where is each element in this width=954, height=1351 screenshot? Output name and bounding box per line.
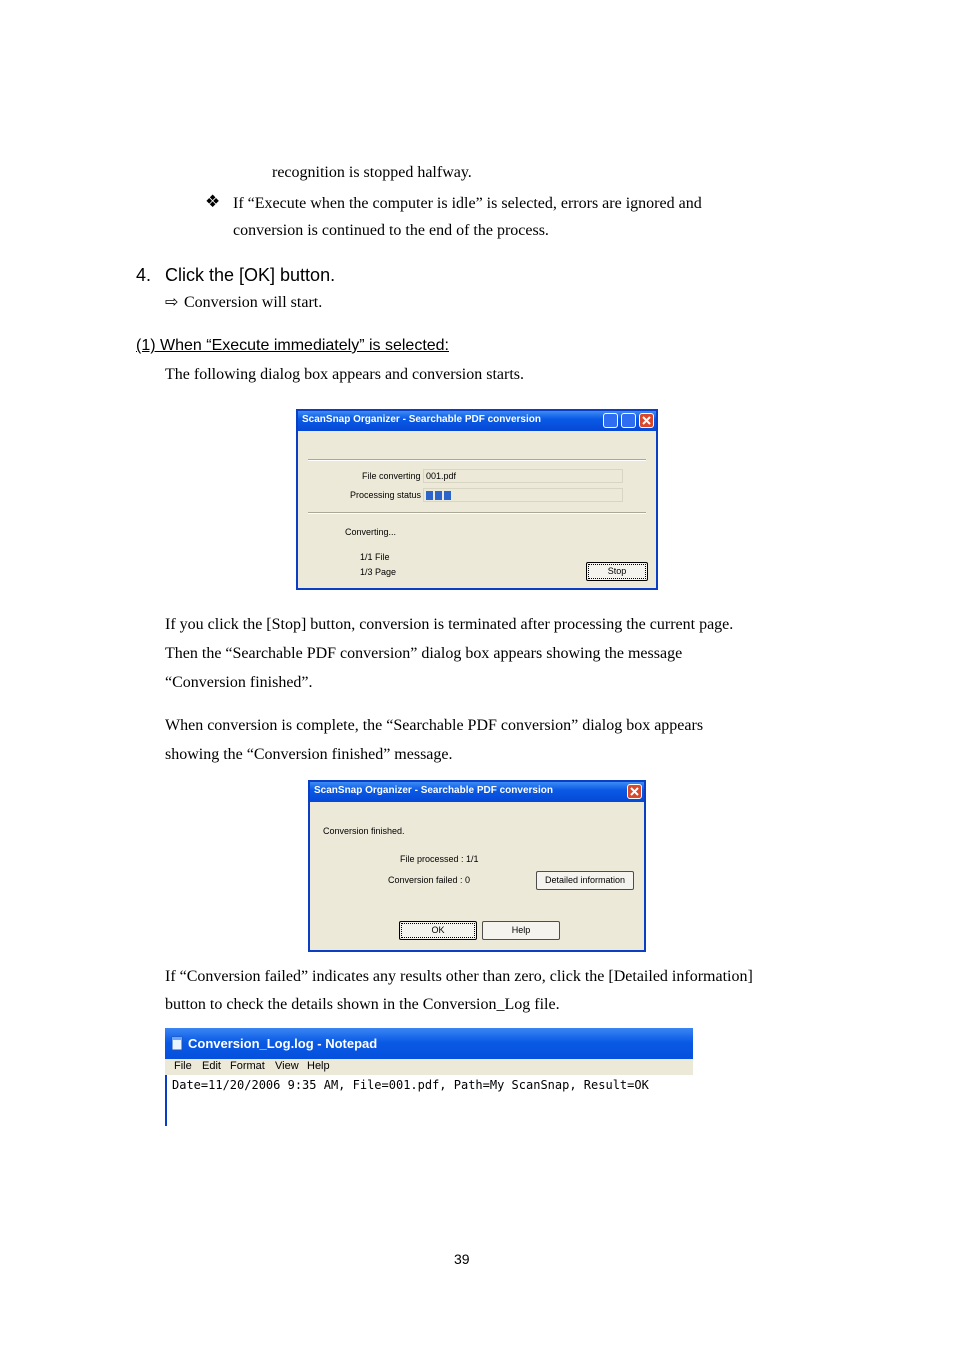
file-processed: File processed : 1/1 bbox=[400, 854, 479, 864]
progress-block bbox=[435, 491, 442, 500]
conversion-finished-dialog bbox=[308, 780, 646, 952]
file-converting-field bbox=[423, 469, 623, 483]
finished-message: Conversion finished. bbox=[323, 826, 405, 836]
detailed-information-button[interactable]: Detailed information bbox=[536, 871, 634, 890]
conversion-progress-dialog bbox=[296, 409, 658, 590]
bullet-icon: ❖ bbox=[205, 192, 221, 211]
stop-paragraph-line2: Then the “Searchable PDF conversion” dialog box appears showing the message bbox=[165, 645, 683, 662]
bullet-text-line2: conversion is continued to the end of the process. bbox=[233, 222, 549, 239]
menu-view[interactable]: View bbox=[275, 1060, 299, 1072]
notepad-titlebar bbox=[165, 1028, 693, 1059]
intro-text: The following dialog box appears and conversion starts. bbox=[165, 366, 525, 383]
dialog-title: ScanSnap Organizer - Searchable PDF conversion bbox=[302, 414, 541, 425]
log-content[interactable]: Date=11/20/2006 9:35 AM, File=001.pdf, Path=My ScanSnap, Result=OK bbox=[172, 1078, 649, 1092]
paragraph-recognition: recognition is stopped halfway. bbox=[272, 164, 472, 181]
window-border bbox=[165, 1075, 167, 1126]
progress-block bbox=[444, 491, 451, 500]
notepad-window bbox=[165, 1028, 693, 1126]
maximize-icon[interactable] bbox=[621, 413, 636, 428]
complete-paragraph-line2: showing the “Conversion finished” message. bbox=[165, 746, 453, 763]
step-heading: Click the [OK] button. bbox=[165, 265, 336, 285]
pages-count: 1/3 Page bbox=[360, 567, 397, 577]
failed-paragraph-line1: If “Conversion failed” indicates any results other than zero, click the [Detailed information] bbox=[165, 968, 753, 985]
step-number: 4. bbox=[136, 265, 152, 285]
processing-status-label: Processing status bbox=[350, 490, 422, 500]
menu-help[interactable]: Help bbox=[307, 1060, 330, 1072]
result-arrow-icon: ⇨ bbox=[165, 294, 179, 311]
menu-bar bbox=[165, 1059, 693, 1075]
page-number: 39 bbox=[454, 1251, 470, 1267]
help-button[interactable]: Help bbox=[482, 921, 560, 940]
conversion-failed: Conversion failed : 0 bbox=[388, 875, 471, 885]
separator bbox=[308, 459, 646, 461]
stop-paragraph-line3: “Conversion finished”. bbox=[165, 674, 313, 691]
file-converting-label: File converting bbox=[362, 471, 421, 481]
status-text: Converting... bbox=[345, 527, 397, 537]
dialog-titlebar bbox=[310, 782, 644, 802]
complete-paragraph-line1: When conversion is complete, the “Searchable PDF conversion” dialog box appears bbox=[165, 717, 704, 734]
bullet-text-line1: If “Execute when the computer is idle” is selected, errors are ignored and bbox=[233, 195, 702, 212]
files-count: 1/1 File bbox=[360, 552, 390, 562]
close-icon[interactable] bbox=[627, 784, 642, 799]
progress-block bbox=[426, 491, 433, 500]
failed-paragraph-line2: button to check the details shown in the Conversion_Log file. bbox=[165, 996, 560, 1013]
dialog-title: ScanSnap Organizer - Searchable PDF conversion bbox=[314, 785, 553, 796]
menu-format[interactable]: Format bbox=[230, 1060, 265, 1072]
dialog-titlebar bbox=[298, 411, 656, 431]
notepad-icon bbox=[171, 1036, 184, 1051]
menu-edit[interactable]: Edit bbox=[202, 1060, 221, 1072]
menu-file[interactable]: File bbox=[174, 1060, 192, 1072]
minimize-icon[interactable] bbox=[603, 413, 618, 428]
file-converting-value: 001.pdf bbox=[426, 471, 457, 481]
stop-paragraph-line1: If you click the [Stop] button, conversion is terminated after processing the current page. bbox=[165, 616, 734, 633]
stop-button[interactable]: Stop bbox=[586, 562, 648, 581]
close-icon[interactable] bbox=[639, 413, 654, 428]
subheading: (1) When “Execute immediately” is selected: bbox=[136, 337, 449, 354]
notepad-title: Conversion_Log.log - Notepad bbox=[188, 1036, 378, 1051]
separator bbox=[308, 512, 646, 514]
progress-bar bbox=[423, 488, 623, 502]
ok-button[interactable]: OK bbox=[399, 921, 477, 940]
result-text: Conversion will start. bbox=[184, 294, 323, 311]
